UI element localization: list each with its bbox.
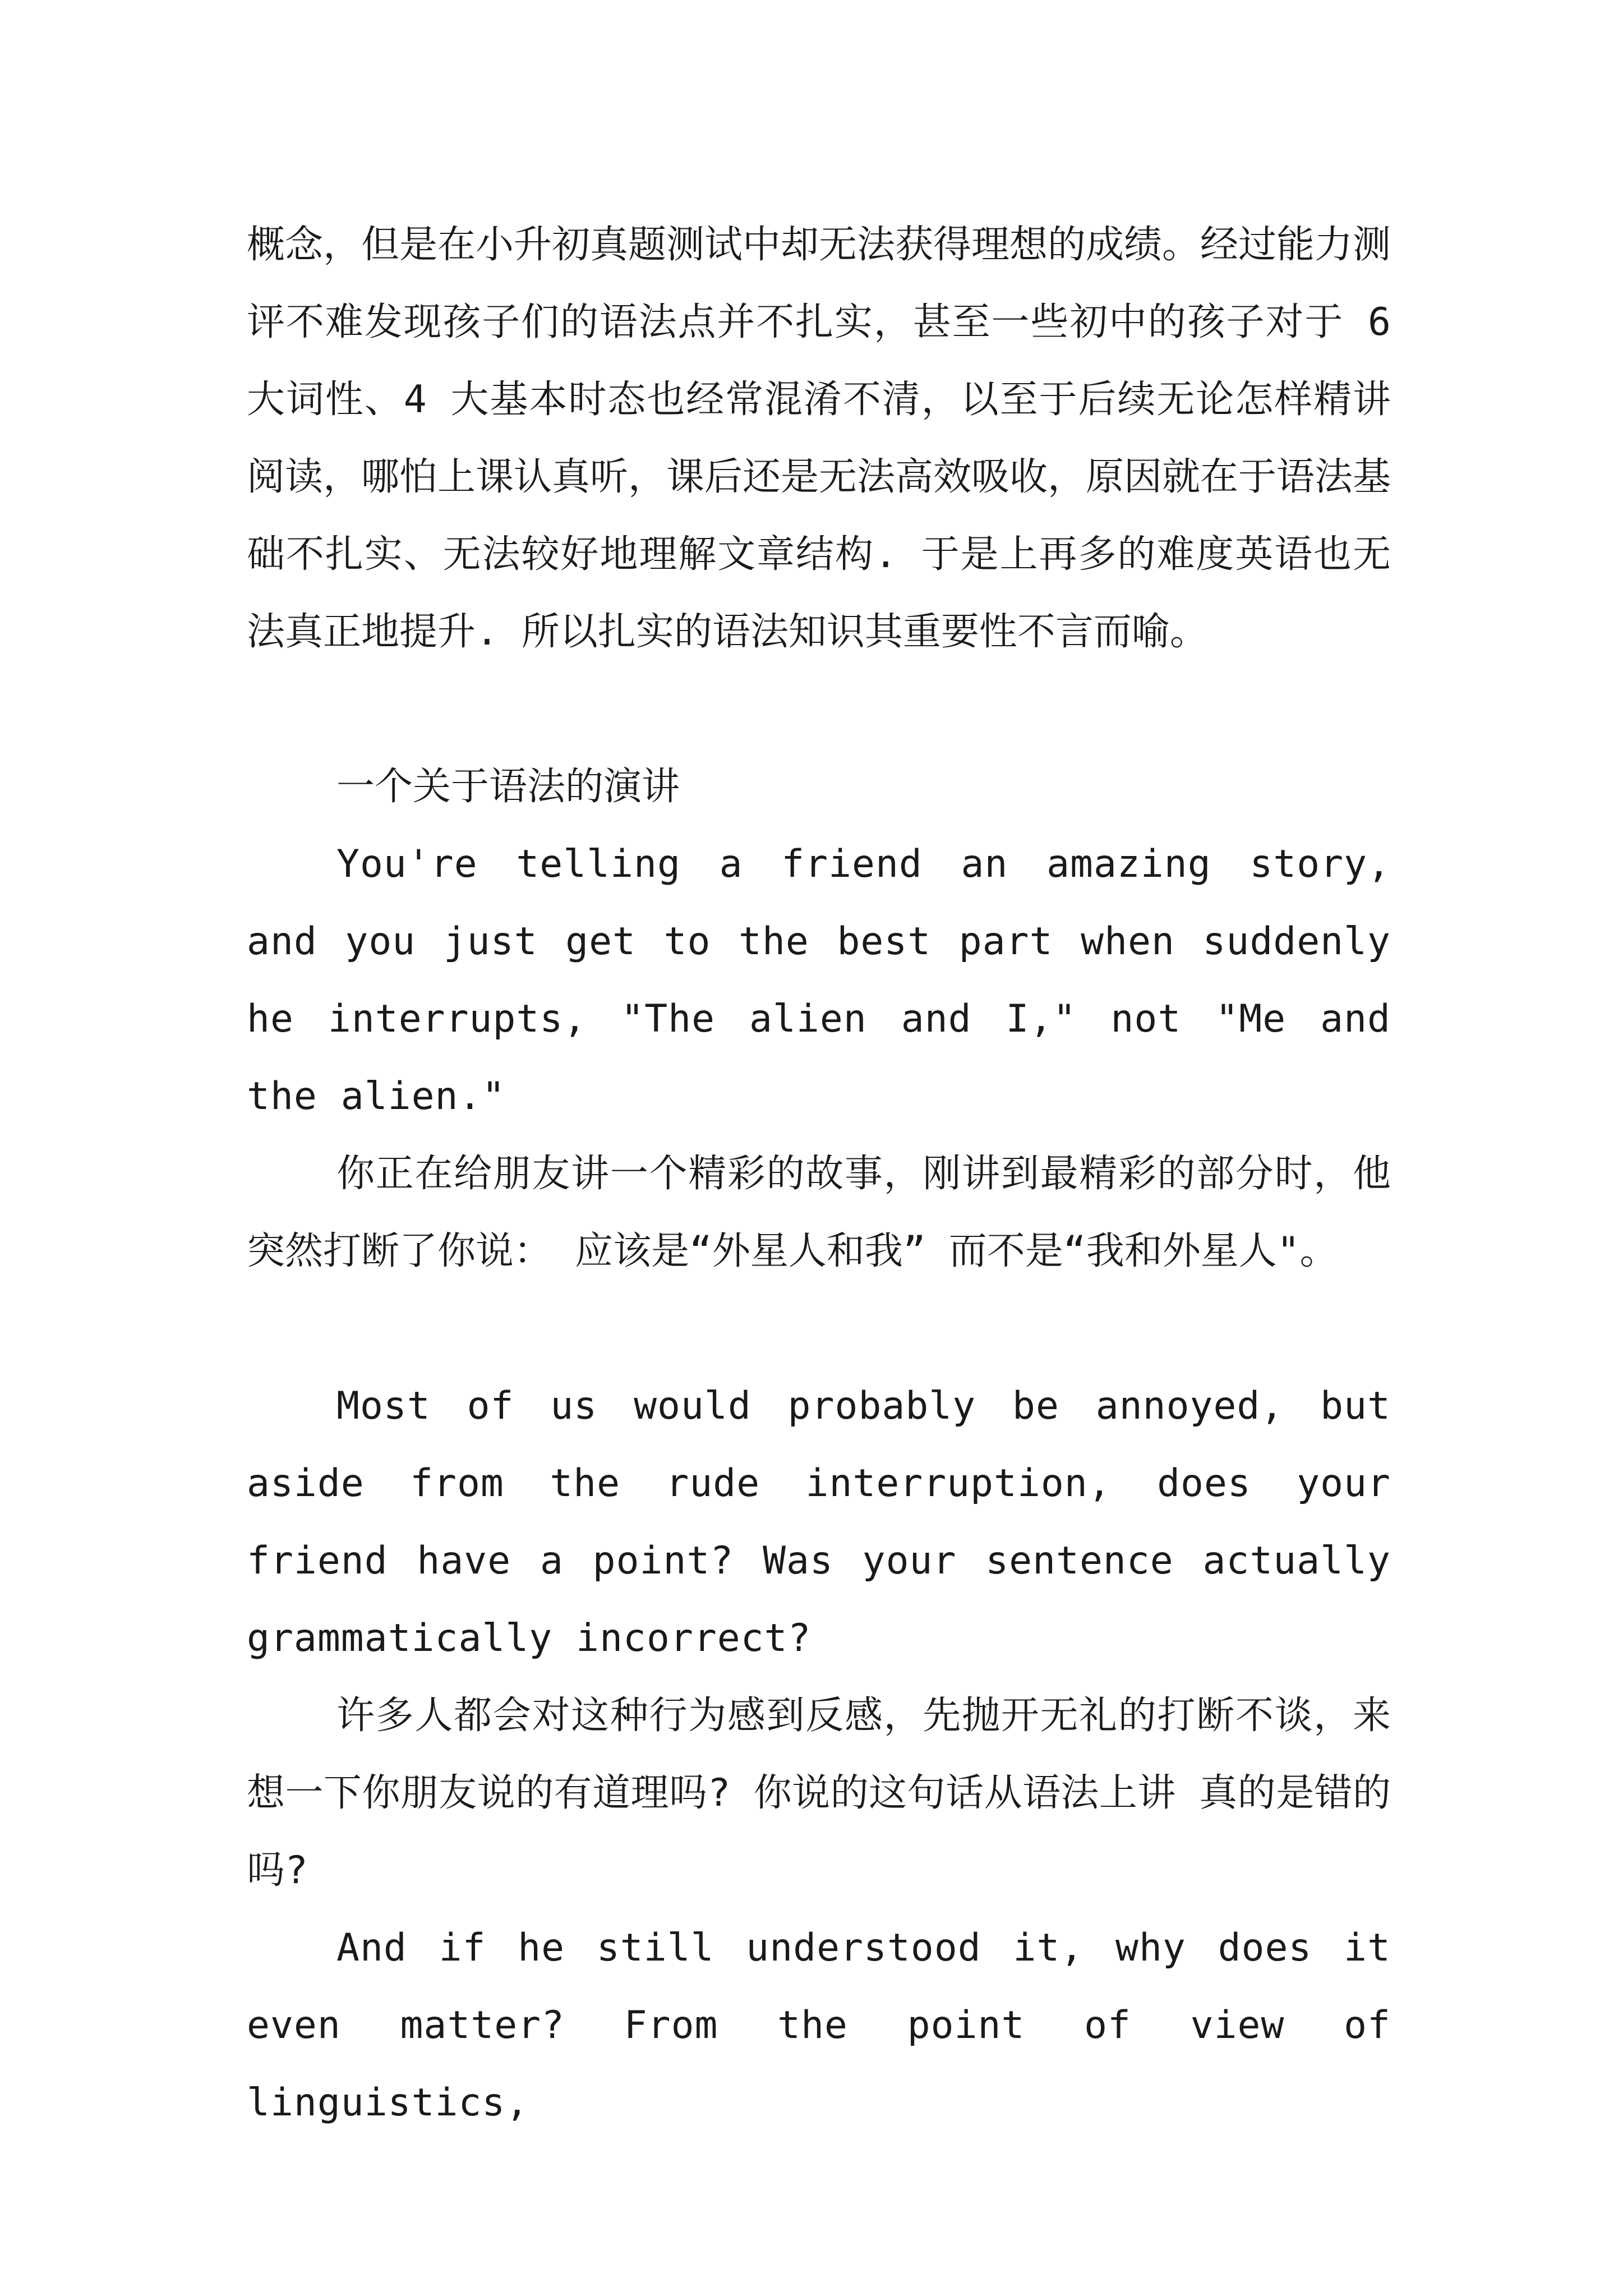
paragraph-chinese-story: 你正在给朋友讲一个精彩的故事，刚讲到最精彩的部分时，他突然打断了你说： 应该是“外星人和我” 而不是“我和外星人"。 [247, 1152, 1391, 1273]
section-heading-grammar-speech: 一个关于语法的演讲 [336, 765, 680, 809]
paragraph-grammar-importance: 概念，但是在小升初真题测试中却无法获得理想的成绩。经过能力测评不难发现孩子们的语法点并不扎实，甚至一些初中的孩子对于 6 大词性、4 大基本时态也经常混淆不清，以至于后续无论怎样精讲阅读，哪怕上课认真听，课后还是无法高效吸收，原因就在于语法基础不扎实、无法较好地理解文章结构. 于是上再多的难度英语也无法真正地提升. 所以扎实的语法知识其重要性不言而喻。 [247, 223, 1391, 654]
paragraph-english-annoyed: Most of us would probably be annoyed, but aside from the rude interruption, does your friend have a point? Was your sentence actually grammatically incorrect? [247, 1384, 1391, 1660]
paragraph-english-story: You're telling a friend an amazing story, and you just get to the best part when suddenly he interrupts, "The alien and I," not "Me and the alien." [247, 842, 1391, 1119]
paragraph-english-linguistics: And if he still understood it, why does it even matter? From the point of view of linguistics, [247, 1926, 1391, 2125]
paragraph-chinese-annoyed: 许多人都会对这种行为感到反感，先抛开无礼的打断不谈，来想一下你朋友说的有道理吗? 你说的这句话从语法上讲 真的是错的吗? [247, 1694, 1391, 1893]
